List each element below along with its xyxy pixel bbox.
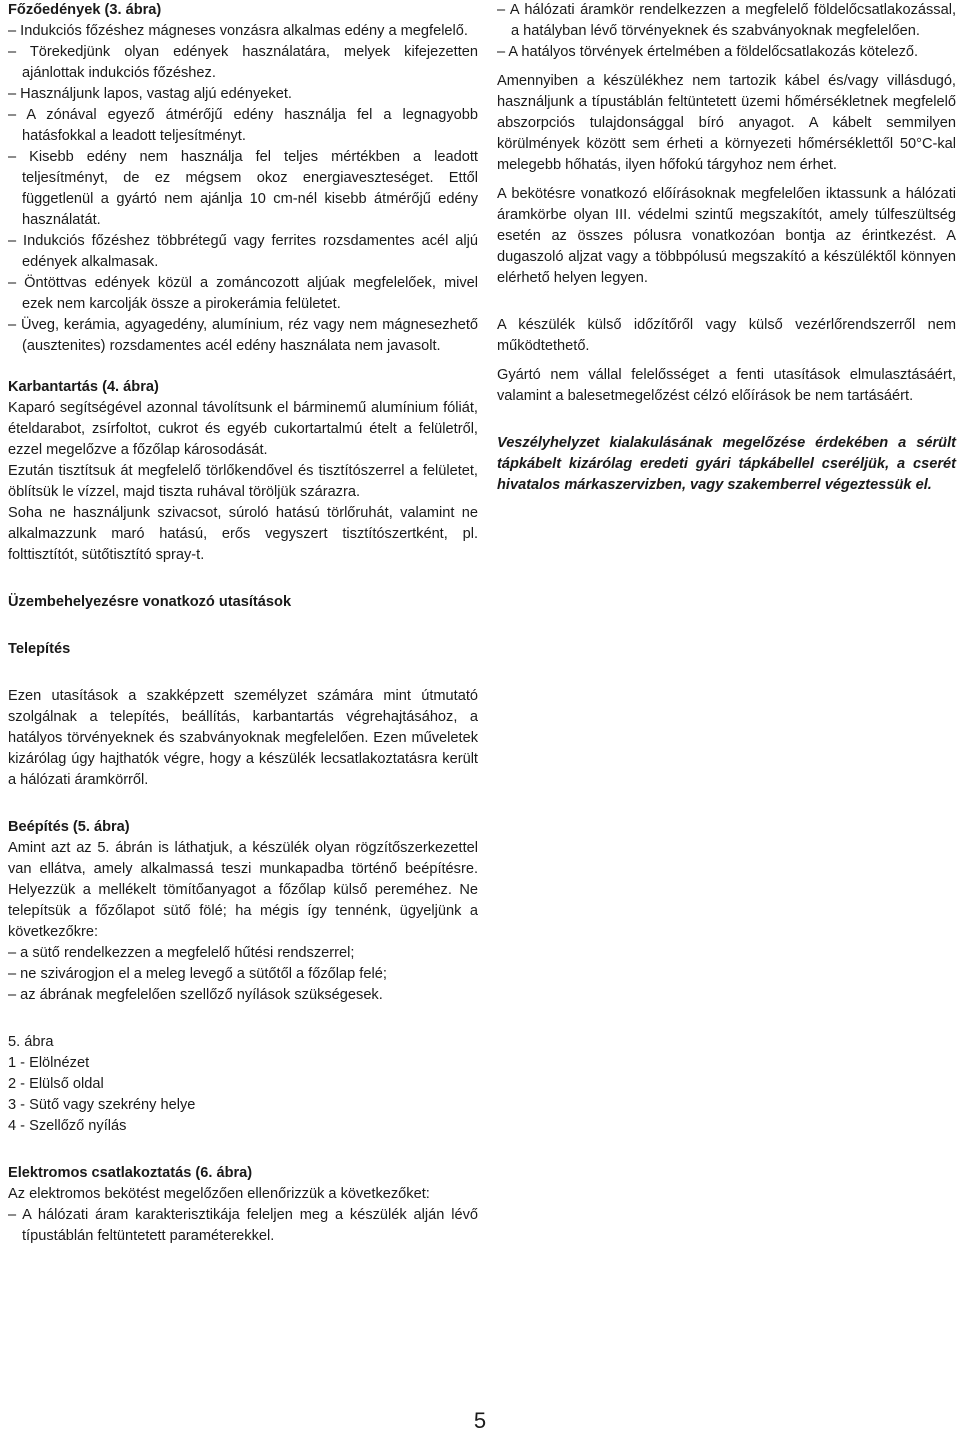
list-item: – Üveg, kerámia, agyagedény, alumínium, réz vagy nem mágnesezhető (ausztenites) rozsdamentes acél edény használata nem javasolt. [8,317,478,354]
legend-line: 1 - Elölnézet [8,1055,90,1071]
installation-paragraph: Ezen utasítások a szakképzett személyzet számára mint útmutató szolgálnak a telepítés, beállítás, karbantartás végrehajtásához, a hatályos törvényeknek és szabványoknak megfelelően. Ezen műveletek kizárólag úgy hajthatók végre, hogy a készülék lecsatlakoztatásra került a hálózati áramkörről. [8,688,478,788]
timer-paragraph: A készülék külső időzítőről vagy külső vezérlőrendszerről nem működtethető. [497,317,956,354]
left-column [8,0,478,1247]
electrical-heading: Elektromos csatlakoztatás (6. ábra) [8,1165,253,1181]
list-item: – A hálózati áramkör rendelkezzen a megfelelő földelőcsatlakozással, a hatályban lévő törvényeknek és szabványoknak megfelelően. [497,2,956,39]
list-item: – A zónával egyező átmérőjű edény használja fel a legnagyobb hatásfokkal a leadott teljesítményt. [8,107,478,144]
builtin-heading: Beépítés (5. ábra) [8,819,130,835]
liability-paragraph: Gyártó nem vállal felelősséget a fenti utasítások elmulasztásáért, valamint a balesetmegelőzést célzó előírások be nem tartásáért. [497,367,956,404]
electrical-paragraph: Az elektromos bekötést megelőzően ellenőrizzük a következőket: [8,1186,430,1202]
installation-main-heading: Üzembehelyezésre vonatkozó utasítások [8,594,292,610]
list-item: – A hálózati áram karakterisztikája feleljen meg a készülék alján lévő típustáblán feltüntetett paraméterekkel. [8,1207,478,1244]
cable-paragraph: Amennyiben a készülékhez nem tartozik kábel és/vagy villásdugó, használjunk a típustáblán feltüntetett üzemi hőmérsékletnek megfelelő abszorpciós tulajdonsággal bíró anyagot. A kábelt semmilyen körülmények között sem érheti a környezeti hőmérséklettől 50°C-kal melegebb hőhatás, ilyen hőfokú tárgyhoz nem érhet. [497,73,956,173]
list-item: – Használjunk lapos, vastag aljú edényeket. [8,86,292,102]
figure-legend [8,1032,478,1137]
list-item: – A hatályos törvények értelmében a földelőcsatlakozás kötelező. [497,44,919,60]
maintenance-paragraph: Soha ne használjunk szivacsot, súroló hatású törlőruhát, valamint ne alkalmazzunk maró hatású, erős vegyszert tisztítószertként, pl. folttisztítót, sütőtisztító spray-t. [8,505,478,563]
list-item: – Kisebb edény nem használja fel teljes mértékben a leadott teljesítményt, de ez mégsem okoz energiaveszteséget. Ettől függetlenül a gyártó nem ajánlja 10 cm-nél kisebb átmérőjű edény használatát. [8,149,478,228]
list-item: – a sütő rendelkezzen a megfelelő hűtési rendszerrel; [8,945,355,961]
builtin-paragraph: Amint azt az 5. ábrán is láthatjuk, a készülék olyan rögzítőszerkezettel van ellátva, amely alkalmassá teszi munkapadba történő beépítésre. Helyezzük a mellékelt tömítőanyagot a főzőlap külső pereméhez. Ne telepítsük a főzőlapot sütő fölé; ha mégis így tennénk, ügyeljünk a következőkre: [8,840,478,940]
list-item: – az ábrának megfelelően szellőző nyílások szükségesek. [8,987,383,1003]
installation-heading: Telepítés [8,641,71,657]
maintenance-paragraph: Ezután tisztítsuk át megfelelő törlőkendővel és tisztítószerrel a felületet, öblítsük le vízzel, majd tiszta ruhával töröljük szárazra. [8,463,478,500]
cookware-heading: Főzőedények (3. ábra) [8,2,162,18]
maintenance-heading: Karbantartás (4. ábra) [8,379,159,395]
warning-paragraph: Veszélyhelyzet kialakulásának megelőzése érdekében a sérült tápkábelt kizárólag eredeti gyári tápkábellel cseréljük, a cserét hivatalos márkaszervizben, vagy szakemberrel végeztessük el. [497,435,956,493]
page-number: 5 [473,1408,487,1433]
maintenance-paragraph: Kaparó segítségével azonnal távolítsunk el bárminemű alumínium fóliát, ételdarabot, zsírfoltot, cukrot és egyéb cukortartalmú ételt a felületről, ezzel megelőzve a főzőlap károsodását. [8,400,478,458]
right-column [497,0,956,496]
list-item: – Indukciós főzéshez mágneses vonzásra alkalmas edény a megfelelő. [8,23,468,39]
list-item: – ne szivárogjon el a meleg levegő a sütőtől a főzőlap felé; [8,966,387,982]
list-item: – Öntöttvas edények közül a zománcozott aljúak megfelelőek, mivel ezek nem karcolják össze a pirokerámia felületet. [8,275,478,312]
breaker-paragraph: A bekötésre vonatkozó előírásoknak megfelelően iktassunk a hálózati áramkörbe olyan III. védelmi szintű megszakítót, amely túlfeszültség esetén az összes pólusra vonatkozóan bontja az érintkezést. A dugaszoló aljzat vagy a többpólusú megszakító a készüléktől könnyen elérhető helyen legyen. [497,186,956,286]
legend-line: 4 - Szellőző nyílás [8,1118,127,1134]
list-item: – Indukciós főzéshez többrétegű vagy ferrites rozsdamentes acél aljú edények alkalmasak. [8,233,478,270]
legend-line: 5. ábra [8,1034,54,1050]
list-item: – Törekedjünk olyan edények használatára, melyek kifejezetten ajánlottak indukciós főzéshez. [8,44,478,81]
legend-line: 2 - Elülső oldal [8,1076,104,1092]
legend-line: 3 - Sütő vagy szekrény helye [8,1097,196,1113]
